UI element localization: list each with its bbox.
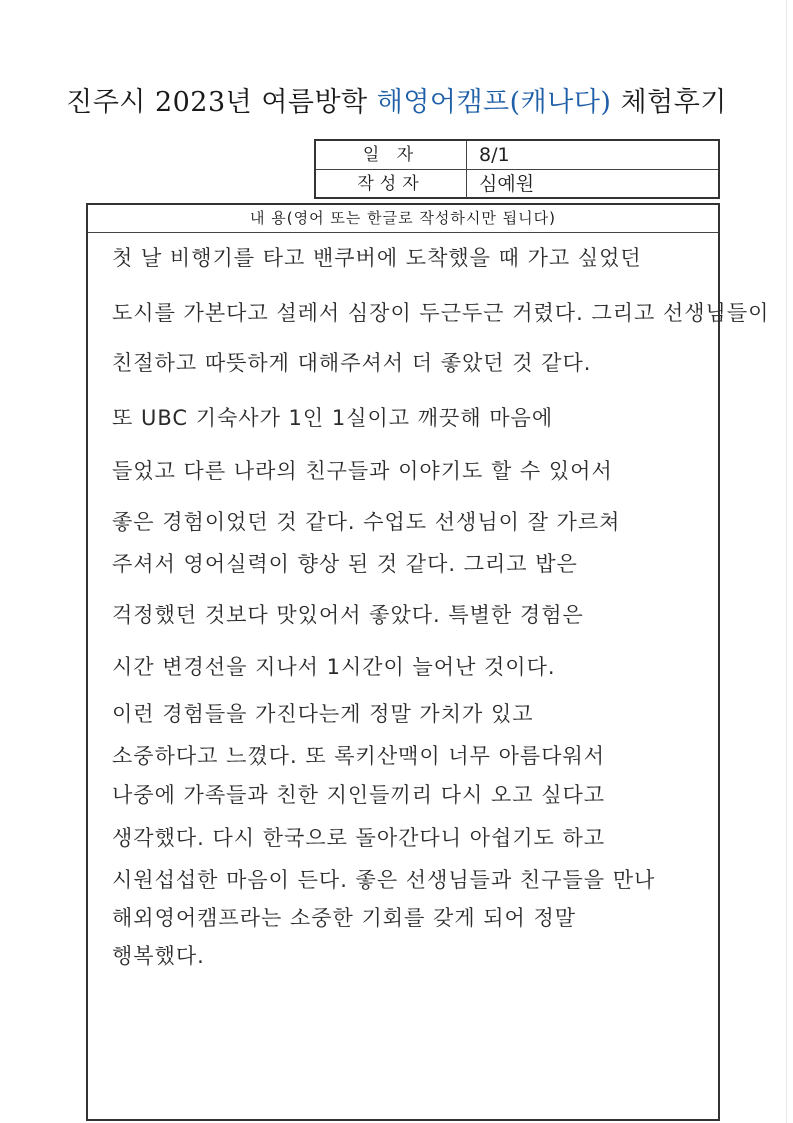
handwritten-line: 들었고 다른 나라의 친구들과 이야기도 할 수 있어서 bbox=[112, 459, 613, 483]
title-prefix: 진주시 2023년 여름방학 bbox=[66, 87, 377, 118]
handwritten-line: 나중에 가족들과 친한 지인들끼리 다시 오고 싶다고 bbox=[112, 783, 606, 807]
handwritten-line: 행복했다. bbox=[112, 944, 205, 968]
handwritten-line: 도시를 가본다고 설레서 심장이 두근두근 거렸다. 그리고 선생님들이 bbox=[112, 301, 770, 325]
handwritten-line: 해외영어캠프라는 소중한 기회를 갖게 되어 정말 bbox=[112, 906, 577, 930]
handwritten-line: 또 UBC 기숙사가 1인 1실이고 깨끗해 마음에 bbox=[112, 406, 554, 430]
title-highlight: 해영어캠프(캐나다) bbox=[376, 87, 612, 118]
handwritten-line: 걱정했던 것보다 맛있어서 좋았다. 특별한 경험은 bbox=[112, 603, 584, 627]
date-value: 8/1 bbox=[479, 144, 510, 166]
author-value: 심예원 bbox=[479, 173, 535, 195]
scan-edge-line bbox=[786, 0, 787, 1123]
handwritten-line: 이런 경험들을 가진다는게 정말 가치가 있고 bbox=[112, 702, 534, 726]
content-box bbox=[86, 203, 770, 1121]
handwritten-line: 시원섭섭한 마음이 든다. 좋은 선생님들과 친구들을 만나 bbox=[112, 868, 656, 892]
handwritten-line: 친절하고 따뜻하게 대해주셔서 더 좋았던 것 같다. bbox=[112, 351, 592, 375]
handwritten-line: 좋은 경험이었던 것 같다. 수업도 선생님이 잘 가르쳐 bbox=[112, 510, 621, 534]
date-label: 일 자 bbox=[316, 141, 467, 169]
handwritten-line: 생각했다. 다시 한국으로 돌아간다니 아쉽기도 하고 bbox=[112, 826, 606, 850]
title-suffix: 체험후기 bbox=[611, 87, 727, 118]
handwritten-line: 소중하다고 느꼈다. 또 록키산맥이 너무 아름다워서 bbox=[112, 744, 606, 768]
author-label: 작성자 bbox=[316, 170, 467, 198]
handwritten-line: 첫 날 비행기를 타고 밴쿠버에 도착했을 때 가고 싶었던 bbox=[112, 246, 642, 270]
content-header: 내 용(영어 또는 한글로 작성하시만 됩니다) bbox=[88, 205, 718, 233]
handwritten-line: 주셔서 영어실력이 향상 된 것 같다. 그리고 밥은 bbox=[112, 552, 578, 576]
document-title bbox=[0, 80, 793, 119]
handwritten-line: 시간 변경선을 지나서 1시간이 늘어난 것이다. bbox=[112, 655, 556, 679]
author-row bbox=[316, 170, 718, 198]
date-row bbox=[316, 141, 718, 170]
info-table bbox=[314, 139, 720, 199]
